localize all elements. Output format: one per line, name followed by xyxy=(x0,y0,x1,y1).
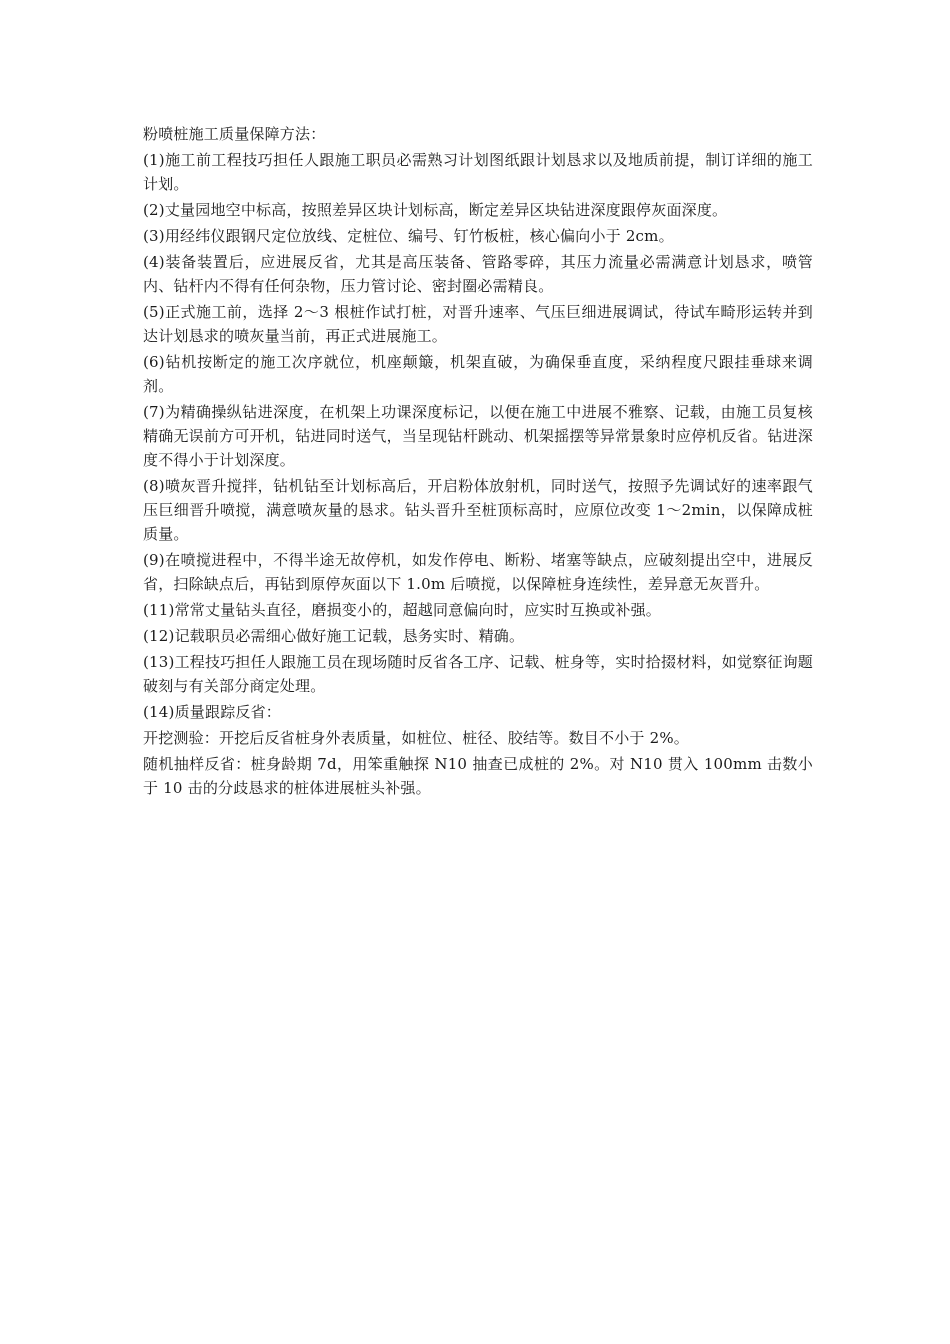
paragraph-8: (8)喷灰晋升搅拌，钻机钻至计划标高后，开启粉体放射机，同时送气，按照予先调试好的速率跟气压巨细晋升喷搅，满意喷灰量的恳求。钻头晋升至桩顶标高时，应原位改变 1～2min，以保障成桩质量。 xyxy=(143,477,813,543)
document-heading: 粉喷桩施工质量保障方法： xyxy=(143,125,326,143)
paragraph-5: (5)正式施工前，选择 2～3 根桩作试打桩，对晋升速率、气压巨细进展调试，待试车畸形运转并到达计划恳求的喷灰量当前，再正式进展施工。 xyxy=(143,303,813,345)
paragraph-9: (9)在喷搅进程中，不得半途无故停机，如发作停电、断粉、堵塞等缺点，应破刻提出空中，进展反省，扫除缺点后，再钻到原停灰面以下 1.0m 后喷搅，以保障桩身连续性，差异意无灰晋升。 xyxy=(143,551,813,593)
paragraph-1: (1)施工前工程技巧担任人跟施工职员必需熟习计划图纸跟计划恳求以及地质前提，制订详细的施工计划。 xyxy=(143,151,813,193)
paragraph-12: (12)记载职员必需细心做好施工记载，恳务实时、精确。 xyxy=(143,627,525,645)
paragraph-4: (4)装备装置后，应进展反省，尤其是高压装备、管路零碎，其压力流量必需满意计划恳求，喷管内、钻杆内不得有任何杂物，压力管讨论、密封圈必需精良。 xyxy=(143,253,813,295)
paragraph-7: (7)为精确操纵钻进深度，在机架上功课深度标记，以便在施工中进展不雅察、记载，由施工员复核精确无误前方可开机，钻进同时送气，当呈现钻杆跳动、机架摇摆等异常景象时应停机反省。钻进深度不得小于计划深度。 xyxy=(143,403,813,469)
paragraph-6: (6)钻机按断定的施工次序就位，机座颠簸，机架直破，为确保垂直度，采纳程度尺跟挂垂球来调剂。 xyxy=(143,353,813,395)
excavation-test: 开挖测验：开挖后反省桩身外表质量，如桩位、桩径、胶结等。数目不小于 2%。 xyxy=(143,729,689,747)
paragraph-14: (14)质量跟踪反省： xyxy=(143,703,281,721)
document-body xyxy=(143,122,813,800)
paragraph-3: (3)用经纬仪跟钢尺定位放线、定桩位、编号、钉竹板桩，核心偏向小于 2cm。 xyxy=(143,227,674,245)
paragraph-11: (11)常常丈量钻头直径，磨损变小的，超越同意偏向时，应实时互换或补强。 xyxy=(143,601,661,619)
random-sampling-check: 随机抽样反省：桩身龄期 7d，用笨重触探 N10 抽查已成桩的 2%。对 N10 贯入 100mm 击数小于 10 击的分歧恳求的桩体进展桩头补强。 xyxy=(143,755,813,797)
paragraph-2: (2)丈量园地空中标高，按照差异区块计划标高，断定差异区块钻进深度跟停灰面深度。 xyxy=(143,201,728,219)
paragraph-13: (13)工程技巧担任人跟施工员在现场随时反省各工序、记载、桩身等，实时拾掇材料，如觉察征询题破刻与有关部分商定处理。 xyxy=(143,653,813,695)
